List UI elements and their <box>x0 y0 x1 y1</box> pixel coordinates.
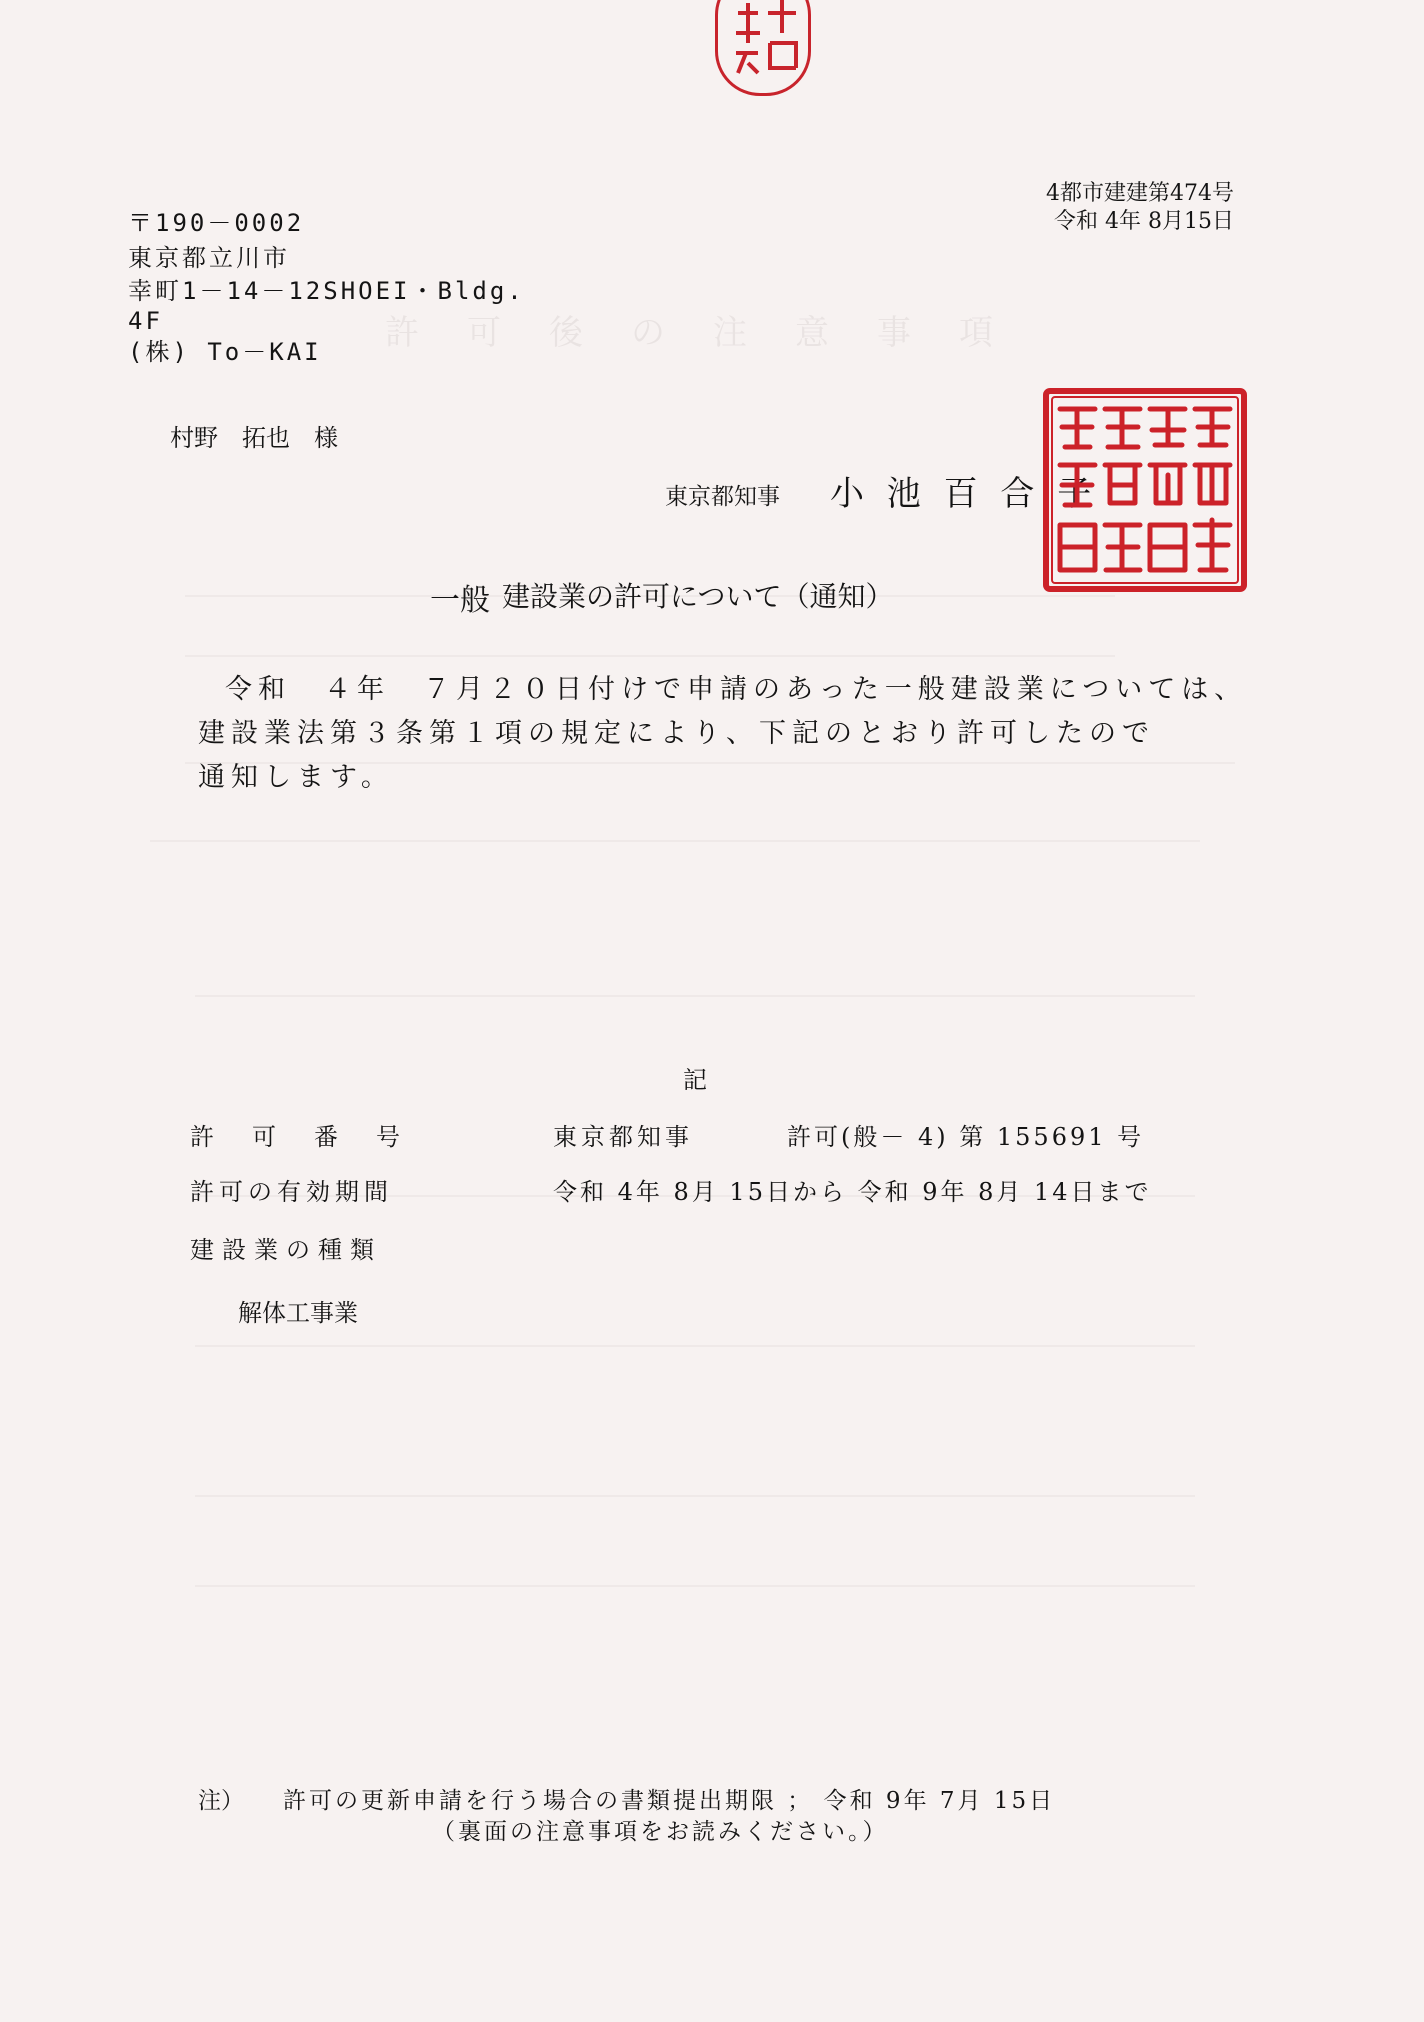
note-text: 許可の更新申請を行う場合の書類提出期限 ； 令和 9年 7月 15日 <box>283 1788 1056 1814</box>
note-label: 注） <box>198 1788 244 1814</box>
company-name: (株) To－KAI <box>128 338 322 366</box>
permit-number-value: 許可(般－ 4) 第 155691 号 <box>787 1123 1145 1151</box>
document-number: 4都市建建第474号 <box>1046 181 1234 206</box>
top-seal-glyphs <box>718 0 808 93</box>
validity-period-value: 令和 4年 8月 15日から 令和 9年 8月 14日まで <box>553 1178 1152 1206</box>
address-line-1: 東京都立川市 <box>128 244 290 272</box>
bleed-through-line <box>195 995 1195 997</box>
subject-prefix: 一般 <box>430 583 490 618</box>
subject-title: 建設業の許可について（通知） <box>502 580 894 613</box>
ki-heading: 記 <box>683 1066 707 1094</box>
issuer-name: 小 池 百 合 子 <box>830 474 1098 514</box>
recipient-name: 村野 拓也 様 <box>170 424 338 452</box>
official-seal-glyphs <box>1040 385 1250 595</box>
top-seal <box>715 0 811 96</box>
validity-period-label: 許可の有効期間 <box>190 1178 393 1206</box>
bleed-through-line <box>195 1495 1195 1497</box>
bleed-through-heading: 許可後の注意事項 <box>385 313 1041 353</box>
bleed-through-line <box>195 1345 1195 1347</box>
address-line-2: 幸町1－14－12SHOEI・Bldg. <box>128 277 525 305</box>
body-line-1: 令和 ４年 ７月２０日付けで申請のあった一般建設業については、 <box>225 674 1248 705</box>
note-text-2: （裏面の注意事項をお読みください。） <box>432 1819 889 1845</box>
bleed-through-line <box>185 655 1115 657</box>
work-type: 解体工事業 <box>238 1299 358 1327</box>
bleed-through-line <box>150 840 1200 842</box>
body-line-2: 建設業法第３条第１項の規定により、下記のとおり許可したので <box>198 718 1155 749</box>
address-line-3: 4F <box>128 307 163 335</box>
bleed-through-line <box>195 1585 1195 1587</box>
official-seal <box>1040 385 1250 595</box>
postal-code: 〒190－0002 <box>128 209 305 237</box>
construction-type-label: 建設業の種類 <box>190 1236 382 1264</box>
permit-number-authority: 東京都知事 <box>553 1123 693 1151</box>
issuer-title: 東京都知事 <box>665 484 780 510</box>
document-date: 令和 4年 8月15日 <box>1054 209 1234 234</box>
permit-number-label: 許可番号 <box>190 1123 438 1151</box>
body-line-3: 通知します。 <box>198 762 394 793</box>
